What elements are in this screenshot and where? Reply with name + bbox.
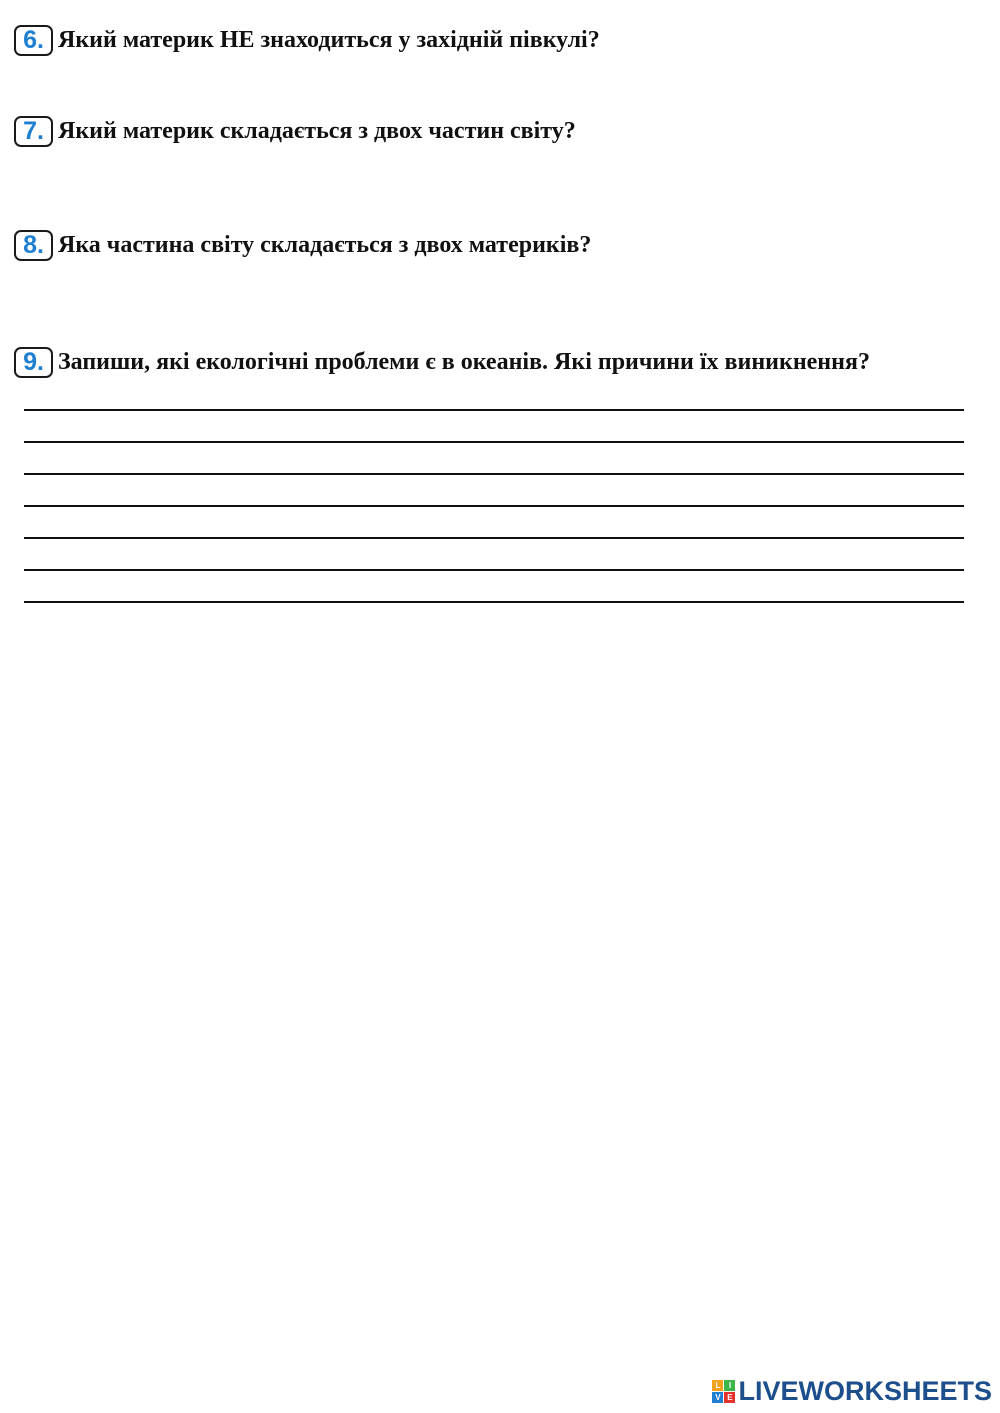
liveworksheets-logo bbox=[712, 1376, 992, 1407]
liveworksheets-brand-text: LIVEWORKSHEETS bbox=[738, 1376, 992, 1406]
answer-line[interactable] bbox=[24, 505, 964, 507]
answer-line[interactable] bbox=[24, 473, 964, 475]
logo-tile-e: E bbox=[724, 1392, 735, 1403]
question-9 bbox=[14, 347, 870, 378]
logo-tile-l: L bbox=[712, 1380, 723, 1391]
answer-line[interactable] bbox=[24, 537, 964, 539]
answer-lines bbox=[24, 409, 964, 633]
logo-tile-i: I bbox=[724, 1380, 735, 1391]
question-text: Який материк складається з двох частин світу? bbox=[58, 118, 576, 144]
question-number-badge: 7. bbox=[14, 116, 53, 147]
question-text: Запиши, які екологічні проблеми є в океанів. Які причини їх виникнення? bbox=[58, 349, 870, 375]
answer-line[interactable] bbox=[24, 441, 964, 443]
question-number-badge: 9. bbox=[14, 347, 53, 378]
liveworksheets-logo-icon bbox=[712, 1380, 735, 1403]
answer-line[interactable] bbox=[24, 569, 964, 571]
question-8 bbox=[14, 230, 591, 261]
logo-tile-v: V bbox=[712, 1392, 723, 1403]
question-7 bbox=[14, 116, 576, 147]
answer-line[interactable] bbox=[24, 409, 964, 411]
answer-line[interactable] bbox=[24, 601, 964, 603]
question-text: Яка частина світу складається з двох материків? bbox=[58, 232, 592, 258]
question-number-badge: 6. bbox=[14, 25, 53, 56]
question-6 bbox=[14, 25, 600, 56]
question-number-badge: 8. bbox=[14, 230, 53, 261]
question-text: Який материк НЕ знаходиться у західній півкулі? bbox=[58, 27, 600, 53]
